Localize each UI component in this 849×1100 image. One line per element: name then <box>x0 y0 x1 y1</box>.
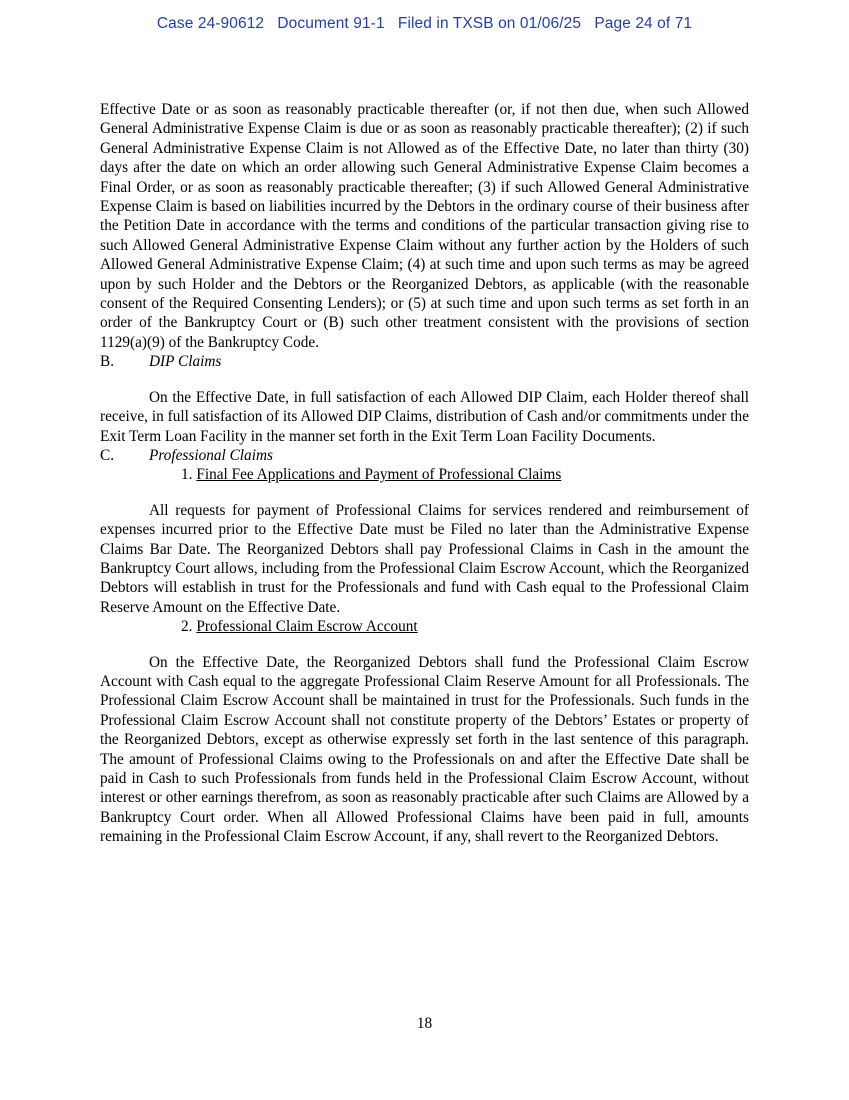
subsection-1-title: Final Fee Applications and Payment of Professional Claims <box>196 466 562 484</box>
intro-paragraph: Effective Date or as soon as reasonably practicable thereafter (or, if not then due, when such Allowed General Administrative Expense Claim is due or as soon as reasonably practicable thereafter); (2) if such General Administrative Expense Claim is not Allowed as of the Effective Date, no later than thirty (30) days after the date on which an order allowing such General Administrative Expense Claim becomes a Final Order, or as soon as reasonably practicable thereafter; (3) if such Allowed General Administrative Expense Claim is based on liabilities incurred by the Debtors in the ordinary course of their business after the Petition Date in accordance with the terms and conditions of the particular transaction giving rise to such Allowed General Administrative Expense Claim without any further action by the Holders of such Allowed General Administrative Expense Claim; (4) at such time and upon such terms as may be agreed upon by such Holder and the Debtors or the Reorganized Debtors, as applicable (with the reasonable consent of the Required Consenting Lenders); or (5) at such time and upon such terms as set forth in an order of the Bankruptcy Court or (B) such other treatment consistent with the provisions of section 1129(a)(9) of the Bankruptcy Code. <box>100 101 749 351</box>
page-info: Page 24 of 71 <box>594 15 693 32</box>
document-number: Document 91-1 <box>277 15 385 32</box>
document-body <box>100 100 749 847</box>
final-fee-paragraph: All requests for payment of Professional Claims for services rendered and reimbursement of expenses incurred prior to the Effective Date must be Filed no later than the Administrative Expense Claims Bar Date. The Reorganized Debtors shall pay Professional Claims in Cash in the amount the Bankruptcy Court allows, including from the Professional Claim Escrow Account, which the Reorganized Debtors will establish in trust for the Professionals and fund with Cash equal to the Professional Claim Reserve Amount on the Effective Date. <box>100 501 749 616</box>
section-c-heading <box>100 446 749 465</box>
section-b-title: DIP Claims <box>149 353 222 371</box>
page-number: 18 <box>416 1015 433 1032</box>
dip-claims-paragraph: On the Effective Date, in full satisfaction of each Allowed DIP Claim, each Holder thereof shall receive, in full satisfaction of its Allowed DIP Claims, distribution of Cash and/or commitments under the Exit Term Loan Facility in the manner set forth in the Exit Term Loan Facility Documents. <box>100 388 749 445</box>
subsection-2-title: Professional Claim Escrow Account <box>196 618 418 636</box>
section-c-title: Professional Claims <box>149 446 273 464</box>
filing-header <box>0 15 849 33</box>
section-b-letter: B. <box>100 353 115 371</box>
filed-info: Filed in TXSB on 01/06/25 <box>397 15 582 32</box>
subsection-1-number: 1. <box>181 466 193 484</box>
subsection-2-number: 2. <box>181 618 193 636</box>
subsection-1-heading <box>100 465 749 484</box>
section-c-letter: C. <box>100 446 115 464</box>
escrow-paragraph: On the Effective Date, the Reorganized Debtors shall fund the Professional Claim Escrow Account with Cash equal to the aggregate Professional Claim Reserve Amount for all Professionals. The Professional Claim Escrow Account shall be maintained in trust for the Professionals. Such funds in the Professional Claim Escrow Account shall not constitute property of the Debtors’ Estates or property of the Reorganized Debtors, except as otherwise expressly set forth in the last sentence of this paragraph. The amount of Professional Claims owing to the Professionals on and after the Effective Date shall be paid in Cash to such Professionals from funds held in the Professional Claim Escrow Account, without interest or other earnings therefrom, as soon as reasonably practicable after such Claims are Allowed by a Bankruptcy Court order. When all Allowed Professional Claims have been paid in full, amounts remaining in the Professional Claim Escrow Account, if any, shall revert to the Reorganized Debtors. <box>100 653 749 846</box>
subsection-2-heading <box>100 617 749 636</box>
case-number: Case 24-90612 <box>156 15 265 32</box>
section-b-heading <box>100 352 749 371</box>
